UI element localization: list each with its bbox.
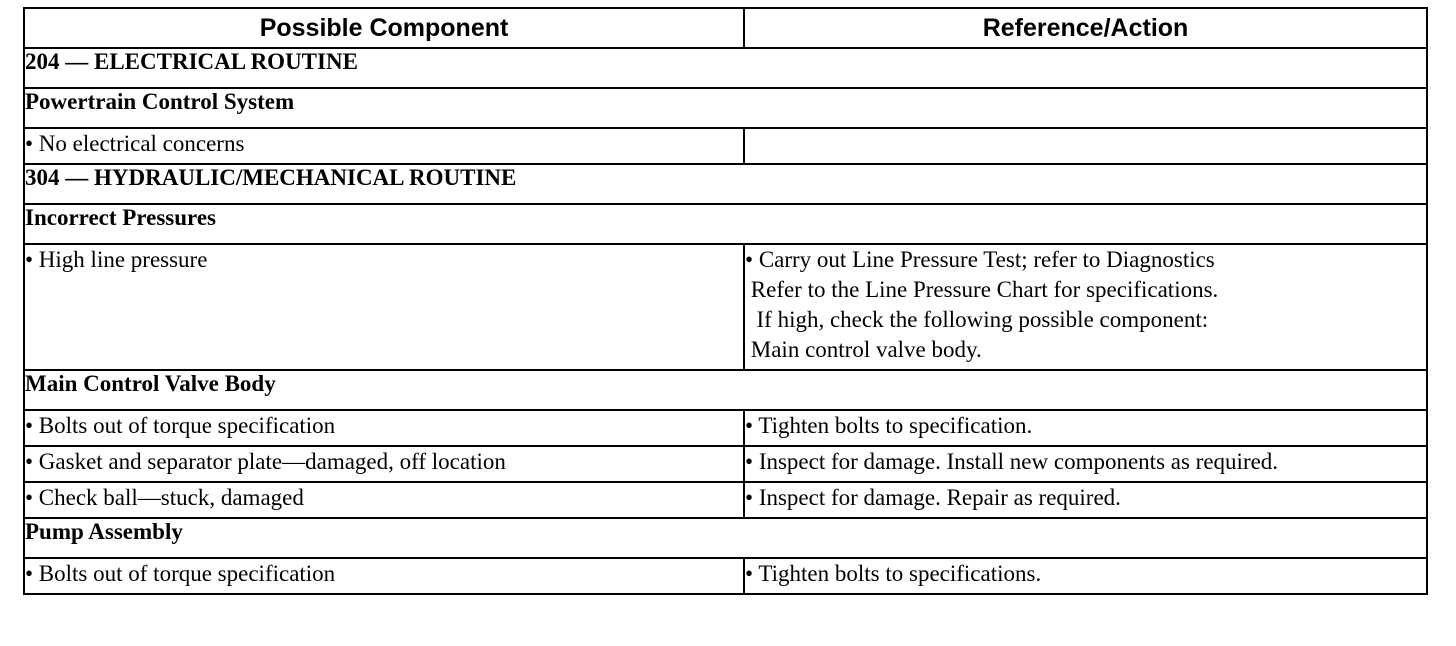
group-incorrect-pressures: Incorrect Pressures <box>24 204 1427 244</box>
group-row <box>24 518 1427 558</box>
section-electrical-routine: 204 — ELECTRICAL ROUTINE <box>24 48 1427 88</box>
action-cell: • Inspect for damage. Install new components as required. <box>744 446 1427 482</box>
table-row <box>24 244 1427 370</box>
action-cell <box>744 128 1427 164</box>
group-main-control-valve-body: Main Control Valve Body <box>24 370 1427 410</box>
table-row <box>24 446 1427 482</box>
header-reference-action: Reference/Action <box>744 8 1427 48</box>
table-row <box>24 410 1427 446</box>
table-row <box>24 128 1427 164</box>
group-row <box>24 204 1427 244</box>
component-cell: • No electrical concerns <box>24 128 744 164</box>
component-cell: • Gasket and separator plate—damaged, off location <box>24 446 744 482</box>
group-powertrain-control-system: Powertrain Control System <box>24 88 1427 128</box>
section-row <box>24 164 1427 204</box>
action-cell: • Tighten bolts to specification. <box>744 410 1427 446</box>
diagnostic-table <box>23 7 1428 595</box>
table-row <box>24 482 1427 518</box>
action-line: Refer to the Line Pressure Chart for specifications. <box>745 277 1219 302</box>
component-cell: • Bolts out of torque specification <box>24 558 744 594</box>
section-hydraulic-mechanical-routine: 304 — HYDRAULIC/MECHANICAL ROUTINE <box>24 164 1427 204</box>
section-row <box>24 48 1427 88</box>
action-cell: • Tighten bolts to specifications. <box>744 558 1427 594</box>
action-cell: • Inspect for damage. Repair as required. <box>744 482 1427 518</box>
action-line: Main control valve body. <box>745 337 982 362</box>
group-pump-assembly: Pump Assembly <box>24 518 1427 558</box>
action-cell <box>744 244 1427 370</box>
group-row <box>24 88 1427 128</box>
table-header-row <box>24 8 1427 48</box>
component-cell: • High line pressure <box>24 244 744 370</box>
action-line: If high, check the following possible component: <box>745 307 1209 332</box>
action-line: • Carry out Line Pressure Test; refer to Diagnostics <box>745 247 1215 272</box>
component-cell: • Bolts out of torque specification <box>24 410 744 446</box>
table-row <box>24 558 1427 594</box>
component-cell: • Check ball—stuck, damaged <box>24 482 744 518</box>
header-possible-component: Possible Component <box>24 8 744 48</box>
group-row <box>24 370 1427 410</box>
